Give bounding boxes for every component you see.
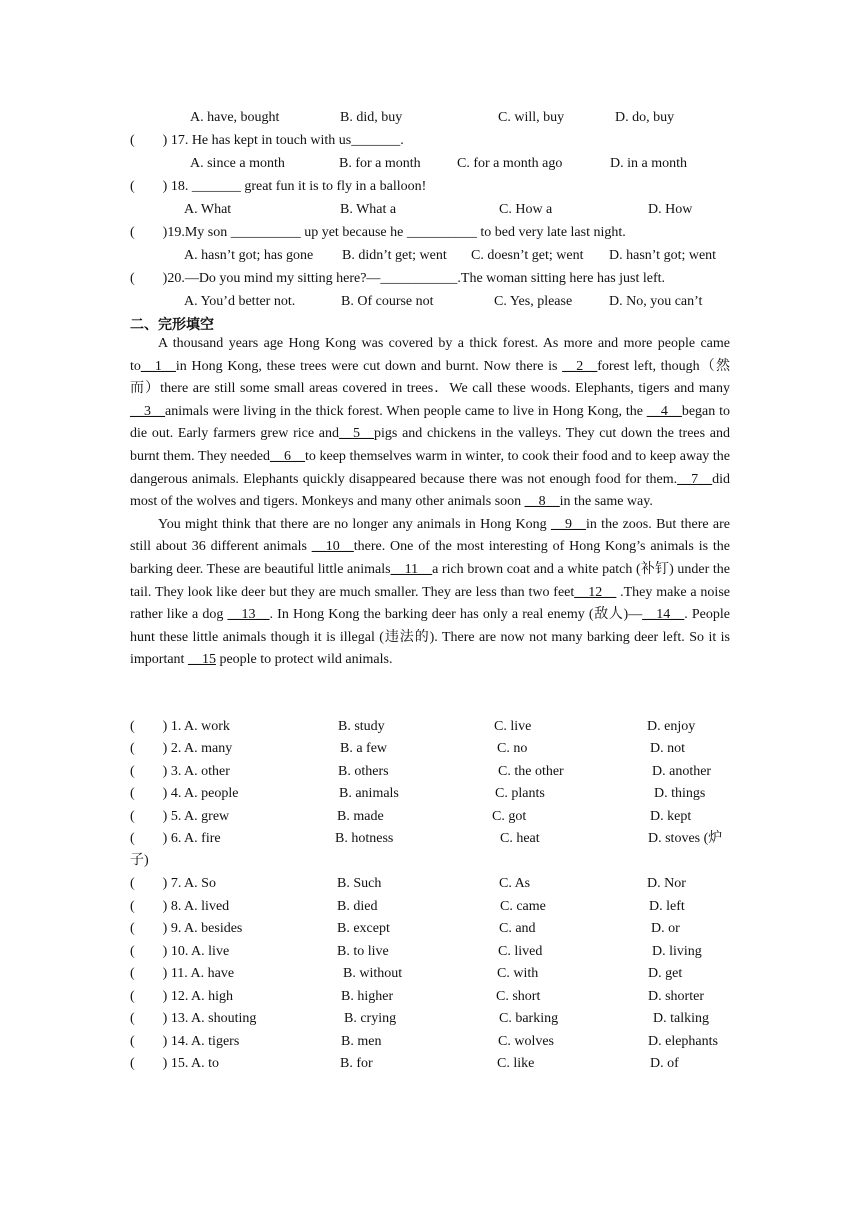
q19-option-c: C. doesn’t get; went [471, 248, 584, 263]
cloze-q10-option-c: C. lived [498, 944, 543, 959]
text: . In Hong Kong the barking deer has only a real enemy (敌人)— [269, 607, 643, 623]
section-title: 二、完形填空 [130, 317, 214, 333]
text: forest left, though（然而）there are still some small areas covered in trees．We call these woods. Elephants, tigers and many [130, 358, 730, 397]
cloze-q10-option-b: B. to live [337, 944, 389, 959]
cloze-q15-option-b: B. for [340, 1056, 373, 1071]
paragraph-2 [130, 514, 730, 672]
cloze-q7-option-b: B. Such [337, 876, 382, 891]
cloze-q3-option-d: D. another [652, 764, 712, 779]
cloze-q4-option-c: C. plants [495, 786, 545, 801]
q19-option-a: A. hasn’t got; has gone [184, 248, 314, 263]
q6-wrap-text: 子) [130, 853, 149, 868]
q17-option-d: D. in a month [610, 156, 687, 171]
cloze-q3-option-c: C. the other [498, 764, 564, 779]
question-20: ( )20.—Do you mind my sitting here?—___________.The woman sitting here has just left. [130, 271, 666, 286]
text: .They make a noise rather like a dog [130, 584, 730, 623]
cloze-q8-option-c: C. came [500, 899, 546, 914]
question-17: ( ) 17. He has kept in touch with us_______. [130, 133, 404, 148]
cloze-q7-option-d: D. Nor [647, 876, 686, 891]
cloze-q4-option-b: B. animals [339, 786, 399, 801]
q17-option-a: A. since a month [190, 156, 285, 171]
cloze-q2-option-c: C. no [497, 741, 528, 756]
cloze-question-7: ( ) 7. A. So [130, 876, 216, 891]
cloze-q2-option-d: D. not [650, 741, 685, 756]
cloze-question-4: ( ) 4. A. people [130, 786, 239, 801]
blank-2: __2__ [562, 358, 598, 374]
blank-1: __1__ [140, 358, 176, 374]
cloze-q6-option-d: D. stoves (炉 [648, 831, 723, 846]
text: You might think that there are no longer any animals in Hong Kong [158, 516, 551, 532]
text: A thousand years age Hong Kong was covered by a thick forest. As more and more people came to [130, 336, 730, 374]
cloze-q1-option-d: D. enjoy [647, 719, 696, 734]
cloze-question-3: ( ) 3. A. other [130, 764, 230, 779]
cloze-question-9: ( ) 9. A. besides [130, 921, 243, 936]
cloze-question-10: ( ) 10. A. live [130, 944, 230, 959]
cloze-q1-option-b: B. study [338, 719, 385, 734]
cloze-question-14: ( ) 14. A. tigers [130, 1034, 240, 1049]
cloze-q10-option-d: D. living [652, 944, 702, 959]
cloze-q14-option-c: C. wolves [498, 1034, 554, 1049]
cloze-q6-option-c: C. heat [500, 831, 540, 846]
q16-option-b: B. did, buy [340, 110, 403, 125]
q19-option-b: B. didn’t get; went [342, 248, 447, 263]
blank-12: __12__ [574, 584, 617, 600]
q16-option-a: A. have, bought [190, 110, 280, 125]
cloze-q8-option-d: D. left [649, 899, 685, 914]
cloze-q5-option-c: C. got [492, 809, 527, 824]
cloze-q11-option-c: C. with [497, 966, 539, 981]
cloze-question-6: ( ) 6. A. fire [130, 831, 221, 846]
blank-5: __5__ [339, 426, 375, 442]
q20-option-d: D. No, you can’t [609, 294, 703, 309]
blank-15: __15 [187, 652, 216, 668]
cloze-q3-option-b: B. others [338, 764, 389, 779]
q18-option-d: D. How [648, 202, 693, 217]
blank-11: __11__ [390, 561, 433, 577]
paragraph-1 [130, 333, 730, 514]
cloze-question-11: ( ) 11. A. have [130, 966, 235, 981]
q19-option-d: D. hasn’t got; went [609, 248, 717, 263]
cloze-q5-option-d: D. kept [650, 809, 692, 824]
cloze-q14-option-d: D. elephants [648, 1034, 718, 1049]
cloze-q8-option-b: B. died [337, 899, 378, 914]
cloze-q4-option-d: D. things [654, 786, 706, 801]
cloze-question-8: ( ) 8. A. lived [130, 899, 230, 914]
q16-option-d: D. do, buy [615, 110, 675, 125]
q16-option-c: C. will, buy [498, 110, 565, 125]
text: people to protect wild animals. [215, 652, 393, 668]
q18-option-c: C. How a [499, 202, 553, 217]
text: in the same way. [559, 494, 653, 510]
cloze-question-2: ( ) 2. A. many [130, 741, 233, 756]
blank-6: __6__ [270, 448, 305, 464]
question-18: ( ) 18. _______ great fun it is to fly in a balloon! [130, 179, 427, 194]
cloze-q9-option-d: D. or [651, 921, 680, 936]
cloze-q15-option-d: D. of [650, 1056, 679, 1071]
cloze-question-5: ( ) 5. A. grew [130, 809, 230, 824]
cloze-q6-option-b: B. hotness [335, 831, 394, 846]
cloze-q1-option-c: C. live [494, 719, 532, 734]
cloze-q13-option-d: D. talking [653, 1011, 709, 1026]
cloze-q13-option-c: C. barking [499, 1011, 559, 1026]
text: did most of the wolves and tigers. Monkeys and many other animals soon [130, 471, 730, 510]
cloze-q12-option-c: C. short [496, 989, 541, 1004]
text: pigs and chickens in the valleys. They cut down the trees and burnt them. They needed [130, 426, 730, 464]
q17-option-b: B. for a month [339, 156, 421, 171]
q20-option-c: C. Yes, please [494, 294, 573, 309]
cloze-q7-option-c: C. As [499, 876, 531, 891]
cloze-q12-option-d: D. shorter [648, 989, 704, 1004]
blank-10: __10__ [311, 539, 354, 555]
blank-14: __14__ [642, 607, 685, 623]
cloze-q5-option-b: B. made [337, 809, 384, 824]
text: to keep themselves warm in winter, to cook their food and to keep away the dangerous animals. Elephants quickly disappeared because there was not enough food for them. [130, 448, 730, 487]
cloze-q9-option-b: B. except [337, 921, 390, 936]
cloze-question-13: ( ) 13. A. shouting [130, 1011, 257, 1026]
text: in the zoos. But there are still about 36 different animals [130, 516, 731, 555]
blank-4: __4__ [646, 403, 682, 419]
text: in Hong Kong, these trees were cut down and burnt. Now there is [175, 358, 563, 374]
q18-option-a: A. What [184, 202, 232, 217]
cloze-question-12: ( ) 12. A. high [130, 989, 234, 1004]
cloze-q14-option-b: B. men [341, 1034, 382, 1049]
cloze-q15-option-c: C. like [497, 1056, 535, 1071]
question-19: ( )19.My son __________ up yet because he __________ to bed very late last night. [130, 225, 626, 240]
blank-8: __8__ [524, 494, 560, 510]
cloze-question-1: ( ) 1. A. work [130, 719, 230, 734]
text: there. One of the most interesting of Hong Kong’s animals is the barking deer. These are beautiful little animals [130, 539, 730, 577]
q20-option-a: A. You’d better not. [184, 294, 296, 309]
text: . People hunt these little animals though it is illegal (违法的). There are now not many barking deer left. So it is important [130, 607, 730, 668]
q17-option-c: C. for a month ago [457, 156, 563, 171]
blank-7: __7__ [677, 471, 713, 487]
cloze-q12-option-b: B. higher [341, 989, 394, 1004]
blank-9: __9__ [550, 516, 586, 532]
cloze-q13-option-b: B. crying [344, 1011, 397, 1026]
cloze-q9-option-c: C. and [499, 921, 536, 936]
cloze-q11-option-b: B. without [343, 966, 403, 981]
blank-13: __13__ [227, 607, 270, 623]
cloze-q2-option-b: B. a few [340, 741, 388, 756]
text: animals were living in the thick forest. When people came to live in Hong Kong, the [165, 403, 647, 419]
cloze-question-15: ( ) 15. A. to [130, 1056, 220, 1071]
q18-option-b: B. What a [340, 202, 397, 217]
text: a rich brown coat and a white patch (补钉) under the tail. They look like deer but they are much smaller. They are less than two feet [130, 561, 730, 600]
text: began to die out. Early farmers grew rice and [130, 403, 730, 442]
cloze-q11-option-d: D. get [648, 966, 683, 981]
blank-3: __3__ [130, 403, 165, 419]
cloze-passage [130, 333, 730, 672]
q20-option-b: B. Of course not [341, 294, 434, 309]
